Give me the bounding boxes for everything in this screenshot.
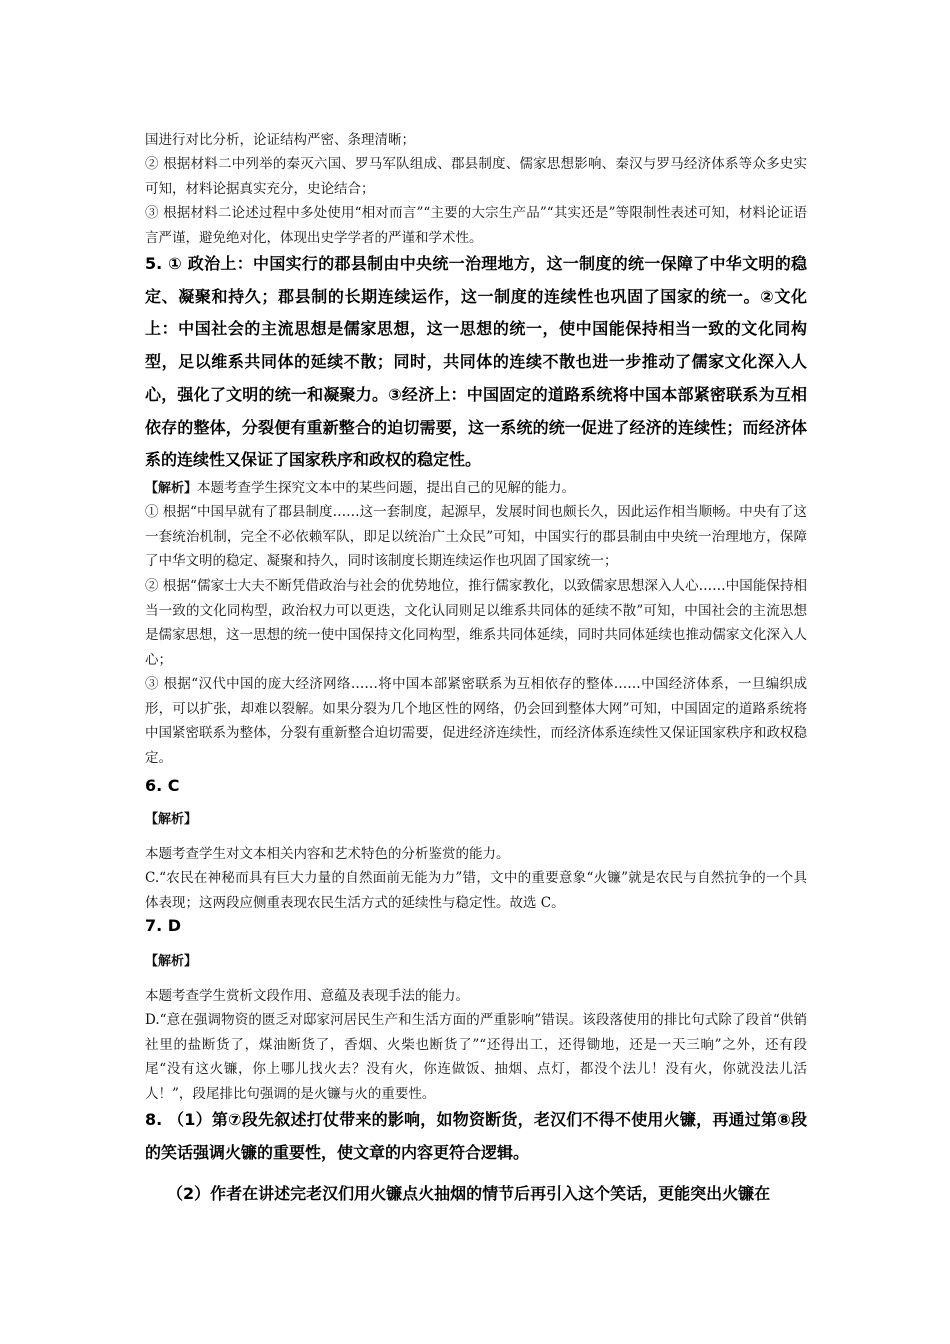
explanation-5-point-1: ① 根据“中国早就有了郡县制度……这一套制度，起源早，发展时间也颇长久，因此运作相当顺畅。中央有了这一套统治机制，完全不必依赖军队，即足以统治广土众民”可知，中国实行的郡县制由中央统一治理地方，保障了中华文明的稳定、凝聚和持久，同时该制度长期连续运作也巩固了国家统一； bbox=[145, 504, 807, 569]
paragraph-analysis-point-3: ③ 根据材料二论述过程中多处使用“相对而言”“主要的大宗生产品”“其实还是”等限制性表述可知，材料论证语言严谨，避免绝对化，体现出史学学者的严谨和学术性。 bbox=[145, 205, 807, 246]
explanation-7-detail: D.“意在强调物资的匮乏对邸家河居民生产和生活方面的严重影响”错误。该段落使用的排比句式除了段首“供销社里的盐断货了，煤油断货了，香烟、火柴也断货了”“还得出工，还得锄地，还是一天三晌”之外，还有段尾“没有这火镰，你上哪儿找火去？没有火，你连做饭、抽烟、点灯，都没个法儿！没有火，你就没法儿活人！”，段尾排比句强调的是火镰与火的重要性。 bbox=[145, 1012, 807, 1102]
explanation-6-detail: C.“农民在神秘而具有巨大力量的自然面前无能为力”错，文中的重要意象“火镰”就是农民与自然抗争的一个具体表现；这两段应侧重表现农民生活方式的延续性与稳定性。故选 C。 bbox=[145, 870, 807, 911]
explanation-5-intro bbox=[145, 476, 807, 502]
answer-5: 5. ① 政治上：中国实行的郡县制由中央统一治理地方，这一制度的统一保障了中华文明的稳定、凝聚和持久；郡县制的长期连续运作，这一制度的连续性也巩固了国家的统一。②文化上：中国社会的主流思想是儒家思想，这一思想的统一，使中国能保持相当一致的文化同构型，足以维系共同体的延续不散；同时，共同体的连续不散也进一步推动了儒家文化深入人心，强化了文明的统一和凝聚力。③经济上：中国固定的道路系统将中国本部紧密联系为互相依存的整体，分裂便有重新整合的迫切需要，这一系统的统一促进了经济的连续性；而经济体系的连续性又保证了国家秩序和政权的稳定性。 bbox=[145, 254, 807, 470]
answer-7: 7. D bbox=[145, 916, 182, 935]
answer-8-part-1: 8. （1）第⑦段先叙述打仗带来的影响，如物资断货，老汉们不得不使用火镰，再通过第⑧段的笑话强调火镰的重要性，使文章的内容更符合逻辑。 bbox=[145, 1110, 807, 1162]
explanation-label: 【解析】 bbox=[145, 481, 198, 496]
explanation-7-label: 【解析】 bbox=[145, 954, 198, 969]
paragraph-analysis-intro: 国进行对比分析，论证结构严密、条理清晰； bbox=[145, 132, 415, 148]
paragraph-analysis-point-2: ② 根据材料二中列举的秦灭六国、罗马军队组成、郡县制度、儒家思想影响、秦汉与罗马经济体系等众多史实可知，材料论据真实充分，史论结合； bbox=[145, 156, 807, 197]
answer-8-part-2: （2）作者在讲述完老汉们用火镰点火抽烟的情节后再引入这个笑话，更能突出火镰在 bbox=[167, 1184, 771, 1203]
explanation-6-intro: 本题考查学生对文本相关内容和艺术特色的分析鉴赏的能力。 bbox=[145, 846, 510, 862]
explanation-5-text: 本题考查学生探究文本中的某些问题，提出自己的见解的能力。 bbox=[197, 480, 576, 496]
answer-6: 6. C bbox=[145, 776, 180, 795]
explanation-5-point-2: ② 根据“儒家士大夫不断凭借政治与社会的优势地位，推行儒家教化，以致儒家思想深入人心……中国能保持相当一致的文化同构型，政治权力可以更迭，文化认同则足以维系共同体的延续不散”可知，中国社会的主流思想是儒家思想，这一思想的统一使中国保持文化同构型，维系共同体延续，同时共同体延续也推动儒家文化深入人心； bbox=[145, 578, 807, 668]
explanation-5-point-3: ③ 根据“汉代中国的庞大经济网络……将中国本部紧密联系为互相依存的整体……中国经济体系，一旦编织成形，可以扩张，却难以裂解。如果分裂为几个地区性的网络，仍会回到整体大网”可知，中国固定的道路系统将中国紧密联系为整体，分裂有重新整合迫切需要，促进经济连续性，而经济体系连续性又保证国家秩序和政权稳定。 bbox=[145, 676, 807, 766]
explanation-7-intro: 本题考查学生赏析文段作用、意蕴及表现手法的能力。 bbox=[145, 988, 469, 1004]
explanation-6-label: 【解析】 bbox=[145, 812, 198, 827]
